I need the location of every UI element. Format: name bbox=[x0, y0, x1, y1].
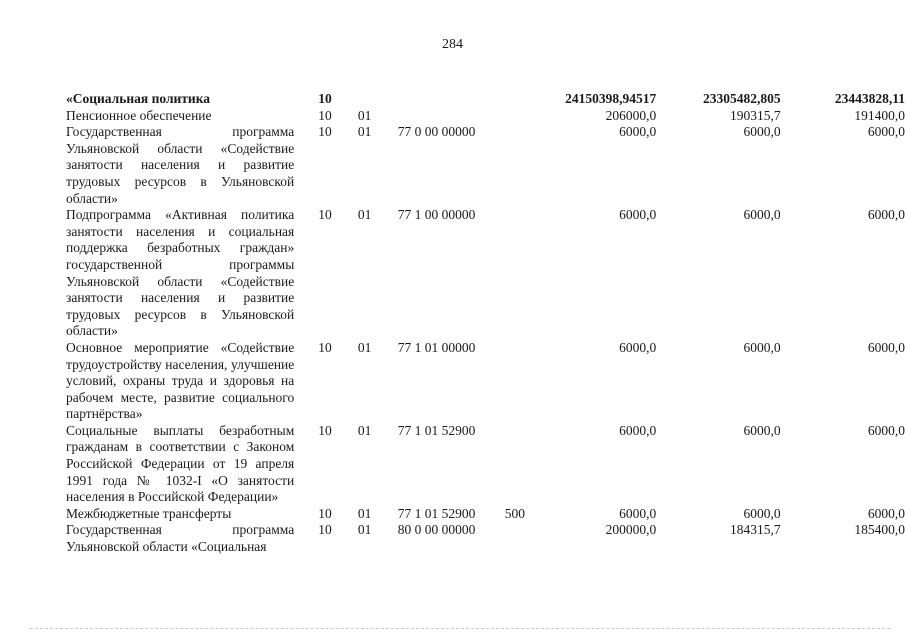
row-subsection-code: 01 bbox=[357, 522, 372, 538]
row-subsection-code: 01 bbox=[357, 124, 372, 140]
row-subsection-code: 01 bbox=[357, 107, 372, 123]
page-number: 284 bbox=[442, 37, 463, 52]
row-amount-year1: 24150398,94517 bbox=[565, 91, 657, 106]
row-amount-year1: 6000,0 bbox=[619, 207, 657, 223]
row-section-code: 10 bbox=[318, 422, 332, 438]
row-amount-year2: 6000,0 bbox=[743, 339, 781, 355]
row-section-code: 10 bbox=[318, 91, 332, 106]
row-expense-type-code bbox=[505, 522, 537, 555]
row-section-code: 10 bbox=[318, 124, 332, 140]
row-section-code: 10 bbox=[318, 207, 332, 223]
row-expense-type-code bbox=[505, 207, 537, 340]
row-name: Социальные выплаты безработным гражданам в соответствии с Законом Российской Федерации от 19 апреля 1991 года № 1032-I «О занятости населения в Российской Федерации» bbox=[66, 422, 295, 505]
row-subsection-code: 01 bbox=[357, 339, 372, 355]
row-subsection-code: 01 bbox=[357, 422, 372, 438]
table-row bbox=[66, 207, 905, 340]
row-name: Государственная программа Ульяновской области «Содействие занятости населения и развитие трудовых ресурсов в Ульяновской области» bbox=[66, 124, 295, 206]
row-section-code: 10 bbox=[318, 505, 332, 521]
budget-table bbox=[66, 91, 905, 556]
row-expense-type-code bbox=[505, 340, 537, 423]
row-expense-type-code bbox=[505, 124, 537, 207]
row-name: Государственная программа Ульяновской области «Социальная bbox=[66, 522, 295, 555]
row-target-article-code: 77 1 00 00000 bbox=[397, 207, 476, 223]
row-target-article-code: 77 1 01 52900 bbox=[397, 422, 476, 438]
row-amount-year3: 6000,0 bbox=[867, 207, 905, 223]
row-amount-year3: 6000,0 bbox=[867, 124, 905, 140]
row-amount-year1: 6000,0 bbox=[619, 422, 657, 438]
row-amount-year3: 6000,0 bbox=[867, 422, 905, 438]
row-amount-year1: 6000,0 bbox=[619, 505, 657, 521]
table-row bbox=[66, 108, 905, 125]
row-name: Подпрограмма «Активная политика занятости населения и социальная поддержка безработных граждан» государственной программы Ульяновской области «Содействие занятости населения и развитие трудовых ресурсов в Ульяновской области» bbox=[66, 207, 295, 339]
row-amount-year3: 23443828,11 bbox=[834, 91, 905, 106]
row-amount-year2: 184315,7 bbox=[730, 522, 781, 538]
row-amount-year1: 6000,0 bbox=[619, 124, 657, 140]
row-amount-year2: 6000,0 bbox=[743, 207, 781, 223]
row-expense-type-code bbox=[505, 91, 537, 108]
row-expense-type-code: 500 bbox=[504, 505, 525, 521]
row-amount-year2: 6000,0 bbox=[743, 505, 781, 521]
row-subsection-code: 01 bbox=[357, 505, 372, 521]
row-amount-year2: 6000,0 bbox=[743, 422, 781, 438]
row-subsection-code: 01 bbox=[357, 207, 372, 223]
row-target-article-code: 80 0 00 00000 bbox=[397, 522, 476, 538]
row-target-article-code bbox=[388, 108, 505, 125]
row-amount-year3: 185400,0 bbox=[854, 522, 905, 538]
row-amount-year2: 190315,7 bbox=[730, 107, 781, 123]
row-amount-year2: 6000,0 bbox=[743, 124, 781, 140]
row-amount-year1: 206000,0 bbox=[605, 107, 657, 123]
row-amount-year3: 191400,0 bbox=[854, 107, 905, 123]
table-row bbox=[66, 423, 905, 506]
row-expense-type-code bbox=[505, 108, 537, 125]
table-row bbox=[66, 91, 905, 108]
table-row bbox=[66, 522, 905, 555]
row-name: Пенсионное обеспечение bbox=[66, 107, 212, 123]
row-section-code: 10 bbox=[318, 107, 332, 123]
table-row bbox=[66, 124, 905, 207]
row-amount-year3: 6000,0 bbox=[867, 505, 905, 521]
scan-edge-divider bbox=[30, 628, 890, 629]
row-target-article-code: 77 1 01 00000 bbox=[397, 339, 476, 355]
row-subsection-code bbox=[358, 91, 388, 108]
row-amount-year1: 6000,0 bbox=[619, 339, 657, 355]
row-section-code: 10 bbox=[318, 522, 332, 538]
row-amount-year2: 23305482,805 bbox=[703, 91, 781, 106]
row-target-article-code: 77 1 01 52900 bbox=[397, 505, 476, 521]
table-row bbox=[66, 340, 905, 423]
row-target-article-code: 77 0 00 00000 bbox=[397, 124, 476, 140]
row-name: Межбюджетные трансферты bbox=[66, 505, 232, 521]
row-target-article-code bbox=[388, 91, 505, 108]
row-amount-year1: 200000,0 bbox=[605, 522, 657, 538]
row-name: Основное мероприятие «Содействие трудоустройству населения, улучшение условий, охраны труда и здоровья на рабочем месте, развитие социального партнёрства» bbox=[66, 339, 295, 422]
table-row bbox=[66, 506, 905, 523]
row-name: «Социальная политика bbox=[66, 91, 211, 106]
row-amount-year3: 6000,0 bbox=[867, 339, 905, 355]
row-section-code: 10 bbox=[318, 339, 332, 355]
row-expense-type-code bbox=[505, 423, 537, 506]
